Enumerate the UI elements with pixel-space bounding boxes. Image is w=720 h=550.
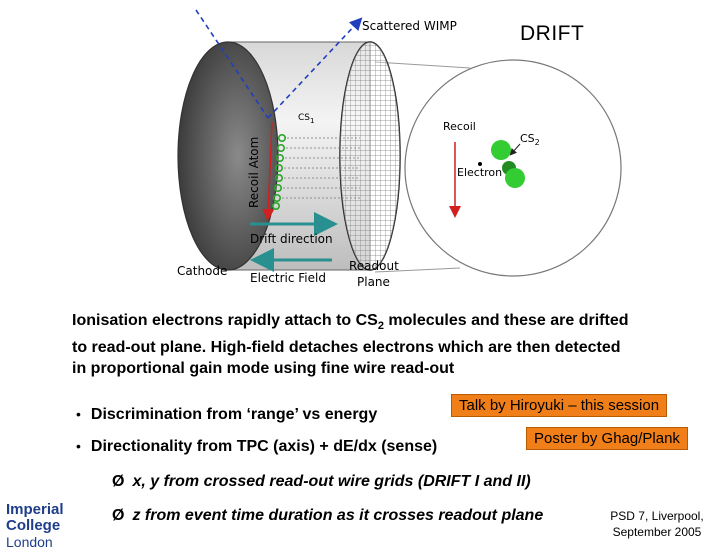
body-paragraph: Ionisation electrons rapidly attach to $CS_2$ molecules and these are drifted to read-out plane. High-field detaches electrons which are then detected in proportional gain mode using fine wire read-out	[72, 312, 629, 378]
readout-plane-label-1: Readout	[349, 259, 399, 273]
cathode-label: Cathode	[177, 264, 228, 278]
bullet-discrimination: • Discrimination from ‘range’ vs energy	[76, 406, 378, 423]
readout-plane-label-2: Plane	[357, 275, 390, 289]
recoil-label: Recoil	[443, 120, 476, 133]
callout-poster: Poster by Ghag/Plank	[526, 427, 688, 450]
footer-conference: PSD 7, Liverpool, September 2005	[610, 509, 704, 539]
electron-label: Electron	[457, 166, 503, 179]
slide-title: DRIFT	[520, 22, 585, 45]
scattered-wimp-label: Scattered WIMP	[362, 19, 457, 33]
cs2-label: $CS_2$	[520, 132, 540, 147]
bullet-directionality: • Directionality from TPC (axis) + dE/dx (sense)	[76, 438, 438, 455]
electric-field-label: Electric Field	[250, 271, 326, 285]
sub-bullet-xy: Ø x, y from crossed read-out wire grids (DRIFT I and II)	[112, 473, 531, 490]
callout-talk: Talk by Hiroyuki – this session	[451, 394, 667, 417]
imperial-college-logo: Imperial College London	[6, 501, 64, 550]
sub-bullet-z: Ø z from event time duration as it crosses readout plane	[112, 507, 544, 524]
recoil-atom-label: Recoil Atom	[247, 136, 261, 208]
drift-direction-label: Drift direction	[250, 232, 333, 246]
cs1-label: $CS_1$	[298, 113, 315, 125]
